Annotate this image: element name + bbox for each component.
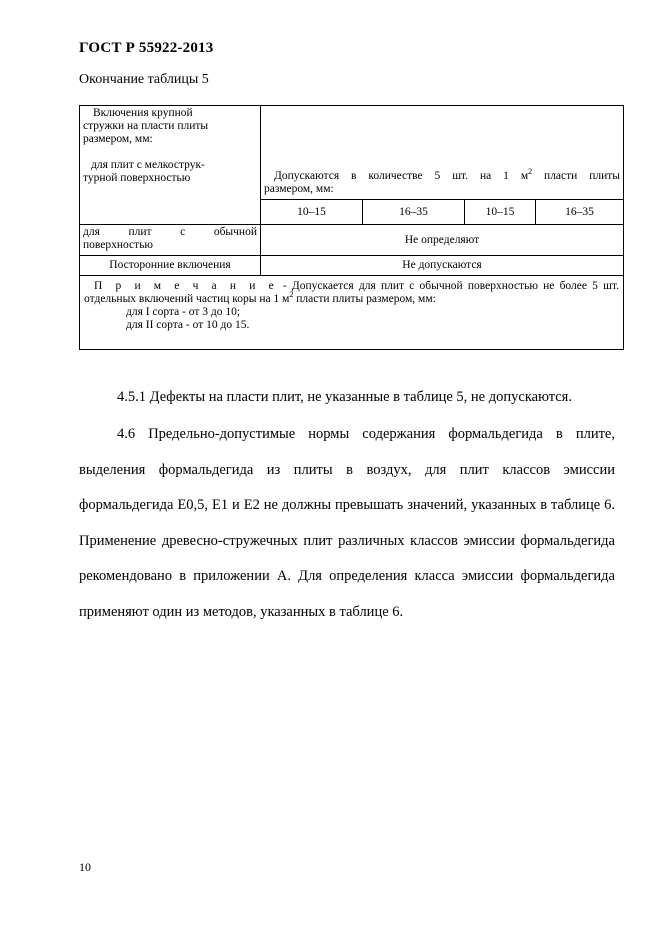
table-5-end <box>79 105 624 350</box>
table-row-regular-surface <box>80 225 624 256</box>
large-chips-line-2: стружки на пласти плиты <box>83 120 209 132</box>
regular-surface-line-1: для плит с обычной <box>83 226 257 238</box>
table-caption: Окончание таблицы 5 <box>79 72 209 87</box>
allowed-line-2: размером, мм: <box>264 183 334 195</box>
large-chips-line-3: размером, мм: <box>83 133 153 145</box>
page-number: 10 <box>79 860 91 874</box>
cell-foreign-inclusions-label: Посторонние включения <box>80 256 261 276</box>
size-cell-2: 16–35 <box>363 200 465 225</box>
note-text-1: - Допускается для плит с обычной поверхностью не более 5 шт. <box>277 280 620 292</box>
document-header: ГОСТ Р 55922-2013 <box>79 40 214 56</box>
allowed-text-a: Допускаются в количестве 5 шт. на 1 м <box>274 170 529 182</box>
cell-large-chips-label <box>80 106 261 225</box>
cell-not-determined: Не определяют <box>261 225 624 256</box>
paragraph-4-6: 4.6 Предельно-допустимые нормы содержания формальдегида в плите, выделения формальдегида из плиты в воздух, для плит классов эмиссии формальдегида Е0,5, Е1 и Е2 не должны превышать значений, указанных в таблице 6. Применение древесно-стружечных плит различных классов эмиссии формальдегида рекомендовано в приложении А. Для определения класса эмиссии формальдегида применяют один из методов, указанных в таблице 6. <box>79 426 615 620</box>
cell-not-allowed: Не допускаются <box>261 256 624 276</box>
paragraph-4-6-block <box>79 417 615 630</box>
note-label: П р и м е ч а н и е <box>94 280 278 292</box>
cell-allowed-quantity <box>261 106 624 200</box>
note-line-3: для I сорта - от 3 до 10; <box>126 306 241 318</box>
table-row-large-chips <box>80 106 624 200</box>
allowed-line-1 <box>264 167 621 183</box>
note-text-2b: пласти плиты размером, мм: <box>293 293 436 305</box>
table-row-note <box>80 276 624 350</box>
note-line-4: для II сорта - от 10 до 15. <box>126 319 250 331</box>
allowed-sup: 2 <box>528 167 533 177</box>
note-line-1 <box>84 280 619 293</box>
size-cell-4: 16–35 <box>536 200 624 225</box>
fine-surface-line-2: турной поверхностью <box>83 172 191 184</box>
size-cell-3: 10–15 <box>465 200 536 225</box>
regular-surface-line-2: поверхностью <box>83 239 154 251</box>
large-chips-line-1: Включения крупной <box>93 107 193 119</box>
note-text-2a: отдельных включений частиц коры на 1 м <box>84 293 290 305</box>
size-cell-1: 10–15 <box>261 200 363 225</box>
note-sup: 2 <box>289 290 294 300</box>
paragraph-4-5-1-block <box>79 380 615 416</box>
paragraph-4-5-1: 4.5.1 Дефекты на пласти плит, не указанные в таблице 5, не допускаются. <box>117 389 572 405</box>
allowed-text-b: пласти плиты <box>532 170 621 182</box>
table-row-foreign-inclusions <box>80 256 624 276</box>
cell-regular-surface-label <box>80 225 261 256</box>
note-line-2 <box>84 290 619 306</box>
fine-surface-line-1: для плит с мелкострук- <box>91 159 205 171</box>
cell-note <box>80 276 624 350</box>
